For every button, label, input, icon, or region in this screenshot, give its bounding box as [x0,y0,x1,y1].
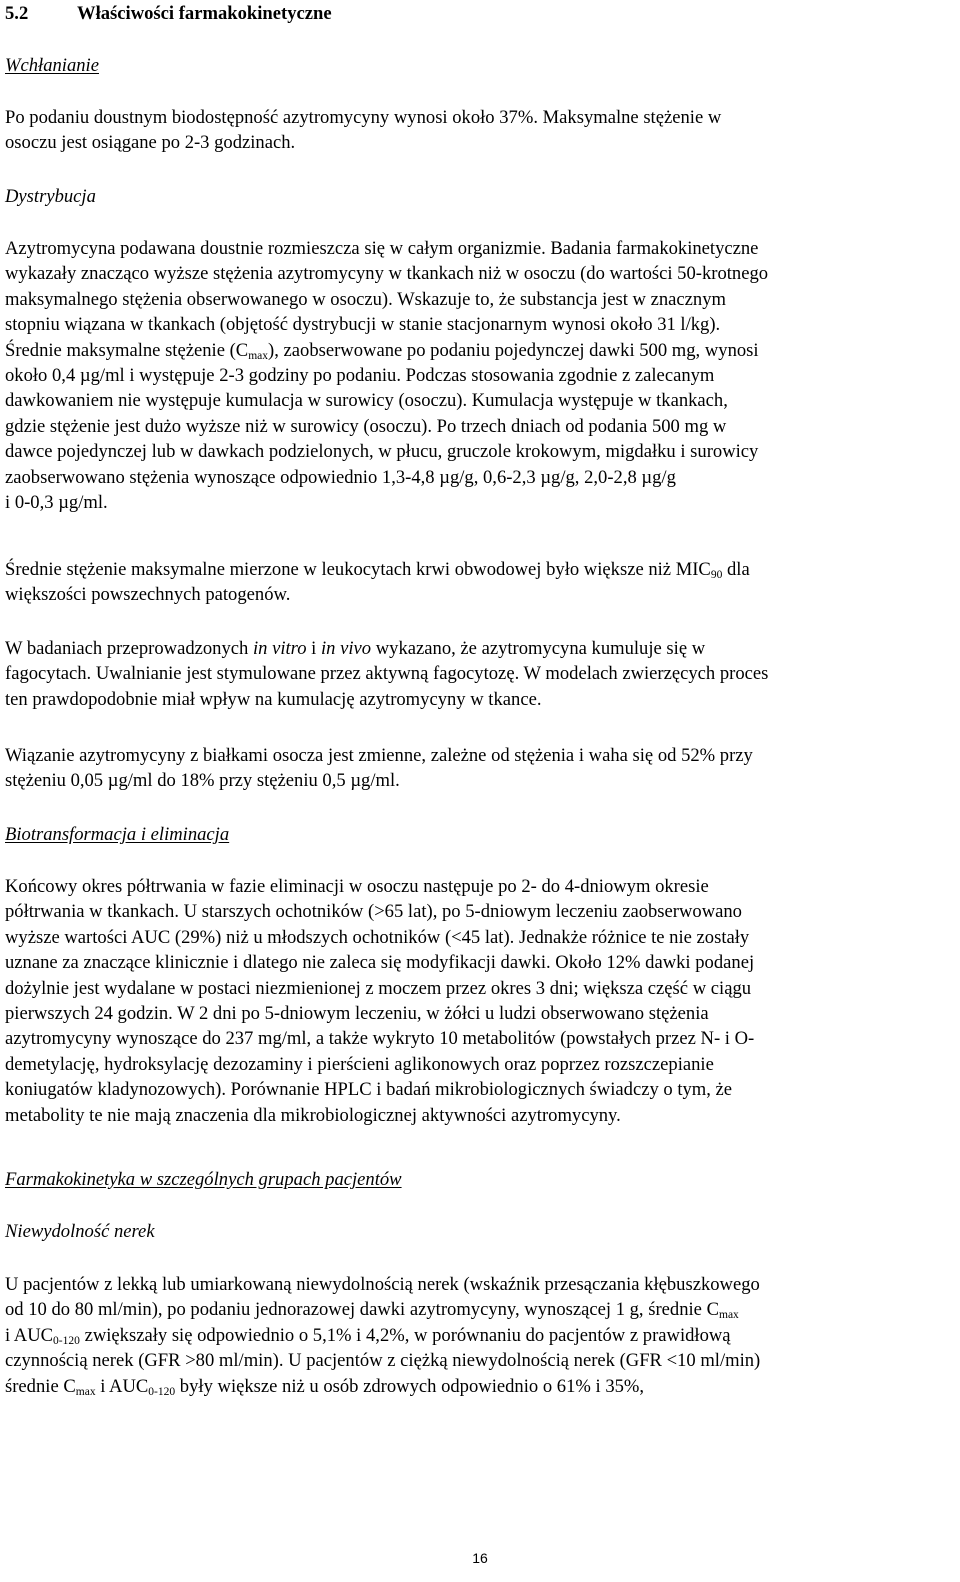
text-line: koniugatów kladynozowych). Porównanie HPLC i badań mikrobiologicznych świadczy o tym, że [5,1079,733,1101]
text-line: pierwszych 24 godzin. W 2 dni po 5-dniowym leczeniu, w żółci u ludzi obserwowano stężenia [5,1003,709,1025]
subscript: 0-120 [148,1385,176,1398]
subscript: 90 [710,568,723,581]
text-run: od 10 do 80 ml/min), po podaniu jednorazowej dawki azytromycyny, wynoszącej 1 g, średnie C [5,1299,719,1321]
section-number: 5.2 [5,3,29,24]
italic-term: in vivo [321,638,372,659]
text-line: azytromycyny wynoszące do 237 mg/ml, a także wykryto 10 metabolitów (powstałych przez N- i O- [5,1028,755,1050]
subscript: max [75,1385,96,1398]
distribution-paragraph-1 [5,236,954,515]
distribution-heading: Dystrybucja [5,186,96,207]
distribution-paragraph-4 [5,743,954,794]
text-run: Średnie stężenie maksymalne mierzone w leukocytach krwi obwodowej było większe niż MIC [5,559,711,580]
text-line: większości powszechnych patogenów. [5,584,291,606]
text-line: stężeniu 0,05 µg/ml do 18% przy stężeniu 0,5 µg/ml. [5,770,400,792]
text-line: uznane za znaczące klinicznie i dlatego nie zaleca się modyfikacji dawki. Około 12% dawki podanej [5,952,755,974]
text-line: Końcowy okres półtrwania w fazie eliminacji w osoczu następuje po 2- do 4-dniowym okresie [5,876,709,897]
text-line: demetylację, hydroksylację dezozaminy i pierścieni aglikonowych oraz poprzez rozszczepianie [5,1053,714,1075]
text-line: maksymalnego stężenia obserwowanego w osoczu). Wskazuje to, że substancja jest w znacznym [5,288,726,310]
text-line [5,1297,954,1322]
text-run: zwiększały się odpowiednio o 5,1% i 4,2%, w porównaniu do pacjentów z prawidłową [79,1324,731,1346]
text-run: były większe niż u osób zdrowych odpowiednio o 61% i 35%, [175,1375,645,1397]
text-line: czynnością nerek (GFR >80 ml/min). U pacjentów z ciężką niewydolnością nerek (GFR <10 ml/min) [5,1350,761,1372]
text-line: dawkowaniem nie występuje kumulacja w surowicy (osoczu). Kumulacja występuje w tkankach, [5,390,728,412]
text-run: dla [722,559,750,580]
text-line: wykazały znacząco wyższe stężenia azytromycyny w tkankach niż w osoczu (do wartości 50-krotnego [5,263,769,285]
absorption-paragraph [5,105,954,156]
text-line: i 0-0,3 µg/ml. [5,492,108,514]
text-line [5,338,954,363]
section-title: Właściwości farmakokinetyczne [77,3,332,24]
text-line: osoczu jest osiągane po 2-3 godzinach. [5,132,296,154]
text-line [5,636,954,661]
text-run: i AUC [95,1375,149,1397]
renal-impairment-heading: Niewydolność nerek [5,1221,155,1242]
subscript: 0-120 [53,1334,80,1347]
text-line: wyższe wartości AUC (29%) niż u młodszych ochotników (<45 lat). Jednakże różnice te nie zostały [5,926,750,948]
text-line: około 0,4 µg/ml i występuje 2-3 godziny po podaniu. Podczas stosowania zgodnie z zalecanym [5,365,715,387]
elimination-heading: Biotransformacja i eliminacja [5,824,230,845]
text-run: W badaniach przeprowadzonych [5,638,253,659]
subscript: max [718,1309,739,1322]
elimination-paragraph [5,874,954,1128]
text-line [5,557,954,582]
text-line: metabolity te nie mają znaczenia dla mikrobiologicznej aktywności azytromycyny. [5,1104,621,1126]
text-run: ), zaobserwowane po podaniu pojedynczej dawki 500 mg, wynosi [268,339,759,361]
text-line: dawce pojedynczej lub w dawkach podzielonych, w płucu, gruczole krokowym, migdałku i surowicy [5,441,759,463]
text-line: gdzie stężenie jest dużo wyższe niż w surowicy (osoczu). Po trzech dniach od podania 500 mg w [5,415,727,437]
subscript: max [248,349,269,362]
text-line [5,1374,954,1399]
text-line: zaobserwowano stężenia wynoszące odpowiednio 1,3-4,8 µg/g, 0,6-2,3 µg/g, 2,0-2,8 µg/g [5,466,676,488]
page-number: 16 [472,1550,488,1566]
text-run: średnie C [5,1375,76,1397]
text-line: półtrwania w tkankach. U starszych ochotników (>65 lat), po 5-dniowym leczeniu zaobserwowano [5,901,742,923]
text-line: Azytromycyna podawana doustnie rozmieszcza się w całym organizmie. Badania farmakokinetyczne [5,238,759,259]
text-run: i [306,638,321,659]
italic-term: in vitro [252,638,307,659]
text-run: wykazano, że azytromycyna kumuluje się w [371,638,706,659]
text-line: stopniu wiązana w tkankach (objętość dystrybucji w stanie stacjonarnym wynosi około 31 l/kg). [5,314,721,336]
text-run: Średnie maksymalne stężenie (C [5,339,249,361]
text-line [5,1323,954,1348]
absorption-heading: Wchłanianie [5,55,99,76]
text-line: ten prawdopodobnie miał wpływ na kumulację azytromycyny w tkance. [5,688,542,710]
text-run: i AUC [5,1324,54,1346]
distribution-paragraph-3 [5,636,954,712]
section-heading [5,1,954,26]
text-line: U pacjentów z lekką lub umiarkowaną niewydolnością nerek (wskaźnik przesączania kłębuszkowego [5,1274,760,1295]
text-line: fagocytach. Uwalnianie jest stymulowane przez aktywną fagocytozę. W modelach zwierzęcych proces [5,663,769,685]
distribution-paragraph-2 [5,557,954,608]
text-line: dożylnie jest wydalane w postaci niezmienionej z moczem przez okres 3 dni; większa część w ciągu [5,977,752,999]
text-line: Po podaniu doustnym biodostępność azytromycyny wynosi około 37%. Maksymalne stężenie w [5,107,722,128]
text-line: Wiązanie azytromycyny z białkami osocza jest zmienne, zależne od stężenia i waha się od 52% przy [5,745,753,766]
special-groups-heading: Farmakokinetyka w szczególnych grupach pacjentów [5,1169,402,1190]
renal-impairment-paragraph [5,1272,954,1399]
